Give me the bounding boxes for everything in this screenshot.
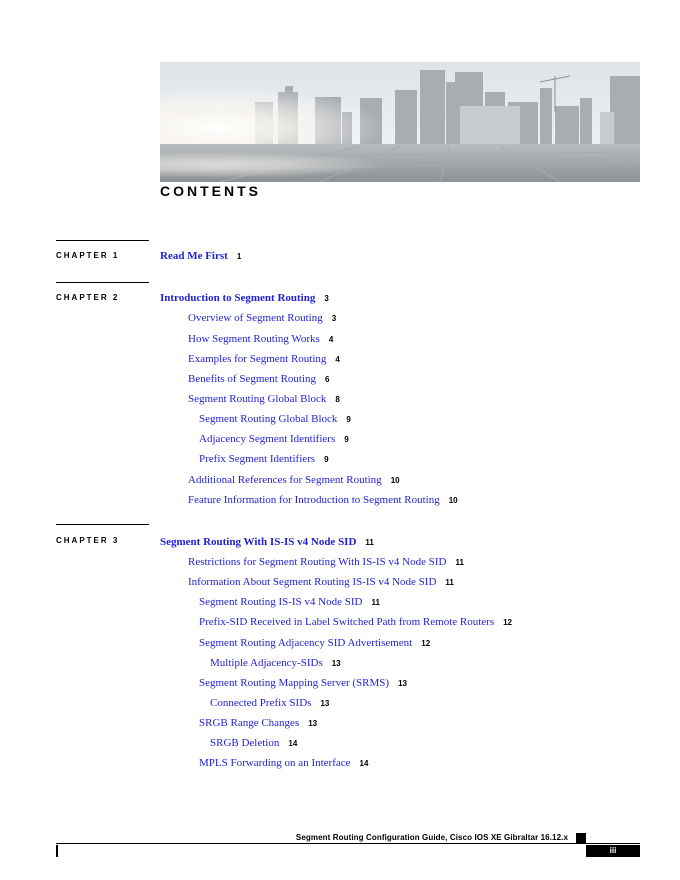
toc-entry[interactable] bbox=[160, 535, 374, 550]
contents-title: CONTENTS bbox=[160, 183, 261, 199]
toc-entry-title[interactable]: Restrictions for Segment Routing With IS-IS v4 Node SID bbox=[188, 556, 447, 568]
toc-entry-title[interactable]: Segment Routing Mapping Server (SRMS) bbox=[199, 677, 390, 689]
toc-entry-page: 8 bbox=[335, 395, 340, 404]
toc-entry-page: 12 bbox=[421, 639, 431, 648]
toc-entry-page: 6 bbox=[325, 375, 330, 384]
toc-entry[interactable] bbox=[188, 575, 454, 590]
toc-entry-title[interactable]: Introduction to Segment Routing bbox=[160, 292, 316, 304]
toc-entry[interactable] bbox=[199, 676, 407, 691]
toc-entry-page: 3 bbox=[324, 294, 329, 303]
toc-entry-title[interactable]: Overview of Segment Routing bbox=[188, 312, 323, 324]
toc-entry-page: 4 bbox=[328, 335, 334, 344]
toc-entry-page: 1 bbox=[236, 252, 242, 261]
toc-entry[interactable] bbox=[199, 432, 349, 447]
toc-entry-title[interactable]: Prefix-SID Received in Label Switched Path from Remote Routers bbox=[199, 616, 495, 628]
toc-entry-page: 9 bbox=[346, 415, 351, 424]
toc-entry-title[interactable]: Connected Prefix SIDs bbox=[210, 697, 312, 709]
toc-entry-title[interactable]: Prefix Segment Identifiers bbox=[199, 453, 316, 465]
toc-entry-title[interactable]: SRGB Range Changes bbox=[199, 717, 300, 729]
toc-entry[interactable] bbox=[188, 392, 340, 407]
toc-entry[interactable] bbox=[160, 291, 329, 306]
toc-entry-title[interactable]: Information About Segment Routing IS-IS v4 Node SID bbox=[188, 576, 437, 588]
page-number: iii bbox=[586, 845, 640, 857]
toc-entry-page: 11 bbox=[455, 558, 464, 567]
toc-entry-page: 3 bbox=[331, 314, 337, 323]
toc-entry-page: 11 bbox=[371, 598, 380, 607]
chapter-3-label: CHAPTER 3 bbox=[56, 536, 120, 545]
toc-entry[interactable] bbox=[188, 372, 329, 387]
toc-entry[interactable] bbox=[188, 473, 400, 488]
toc-entry-title[interactable]: Segment Routing With IS-IS v4 Node SID bbox=[160, 536, 357, 548]
toc-entry-page: 9 bbox=[344, 435, 349, 444]
toc-entry-page: 13 bbox=[331, 659, 341, 668]
toc-entry-title[interactable]: Additional References for Segment Routing bbox=[188, 474, 382, 486]
footer-marker bbox=[576, 833, 586, 843]
header-banner-image bbox=[160, 62, 640, 182]
toc-entry-title[interactable]: Examples for Segment Routing bbox=[188, 353, 327, 365]
toc-entry-title[interactable]: Segment Routing Adjacency SID Advertisement bbox=[199, 637, 413, 649]
toc-entry-title[interactable]: Segment Routing Global Block bbox=[188, 393, 327, 405]
toc-entry-title[interactable]: How Segment Routing Works bbox=[188, 333, 320, 345]
toc-entry-page: 13 bbox=[398, 679, 407, 688]
toc-entry[interactable] bbox=[199, 615, 512, 630]
toc-entry-page: 9 bbox=[324, 455, 329, 464]
chapter-1-label: CHAPTER 1 bbox=[56, 251, 120, 260]
chapter-2-rule bbox=[56, 282, 149, 283]
toc-entry-title[interactable]: MPLS Forwarding on an Interface bbox=[199, 757, 351, 769]
toc-entry-title[interactable]: Read Me First bbox=[160, 250, 228, 262]
toc-entry-page: 13 bbox=[320, 699, 330, 708]
toc-entry[interactable] bbox=[210, 696, 329, 711]
toc-entry-page: 12 bbox=[503, 618, 513, 627]
toc-entry-page: 13 bbox=[308, 719, 318, 728]
footer-rule bbox=[56, 843, 640, 844]
toc-entry-page: 14 bbox=[288, 739, 298, 748]
toc-entry-title[interactable]: SRGB Deletion bbox=[210, 737, 280, 749]
footer-left-tick bbox=[56, 845, 58, 857]
footer-guide-title: Segment Routing Configuration Guide, Cisco IOS XE Gibraltar 16.12.x bbox=[295, 833, 568, 842]
toc-entry[interactable] bbox=[199, 716, 317, 731]
toc-entry-page: 10 bbox=[448, 496, 458, 505]
toc-entry[interactable] bbox=[160, 249, 241, 264]
toc-entry-page: 14 bbox=[359, 759, 369, 768]
toc-entry[interactable] bbox=[188, 555, 464, 570]
toc-entry[interactable] bbox=[199, 756, 368, 771]
toc-entry[interactable] bbox=[199, 412, 351, 427]
toc-entry[interactable] bbox=[199, 452, 329, 467]
toc-entry[interactable] bbox=[199, 636, 430, 651]
toc-entry-title[interactable]: Multiple Adjacency-SIDs bbox=[210, 657, 323, 669]
toc-entry-title[interactable]: Segment Routing Global Block bbox=[199, 413, 338, 425]
toc-entry-title[interactable]: Adjacency Segment Identifiers bbox=[199, 433, 336, 445]
toc-entry-page: 4 bbox=[335, 355, 340, 364]
toc-entry[interactable] bbox=[188, 311, 336, 326]
toc-entry-page: 11 bbox=[445, 578, 454, 587]
toc-entry-title[interactable]: Benefits of Segment Routing bbox=[188, 373, 317, 385]
toc-entry[interactable] bbox=[210, 656, 341, 671]
toc-entry-title[interactable]: Feature Information for Introduction to Segment Routing bbox=[188, 494, 440, 506]
toc-entry[interactable] bbox=[188, 493, 458, 508]
toc-entry-title[interactable]: Segment Routing IS-IS v4 Node SID bbox=[199, 596, 363, 608]
toc-entry[interactable] bbox=[188, 332, 333, 347]
chapter-3-rule bbox=[56, 524, 149, 525]
toc-entry[interactable] bbox=[188, 352, 340, 367]
chapter-2-label: CHAPTER 2 bbox=[56, 293, 120, 302]
toc-entry-page: 11 bbox=[365, 538, 374, 547]
toc-entry[interactable] bbox=[199, 595, 380, 610]
toc-entry-page: 10 bbox=[390, 476, 400, 485]
toc-entry[interactable] bbox=[210, 736, 297, 751]
chapter-1-rule bbox=[56, 240, 149, 241]
